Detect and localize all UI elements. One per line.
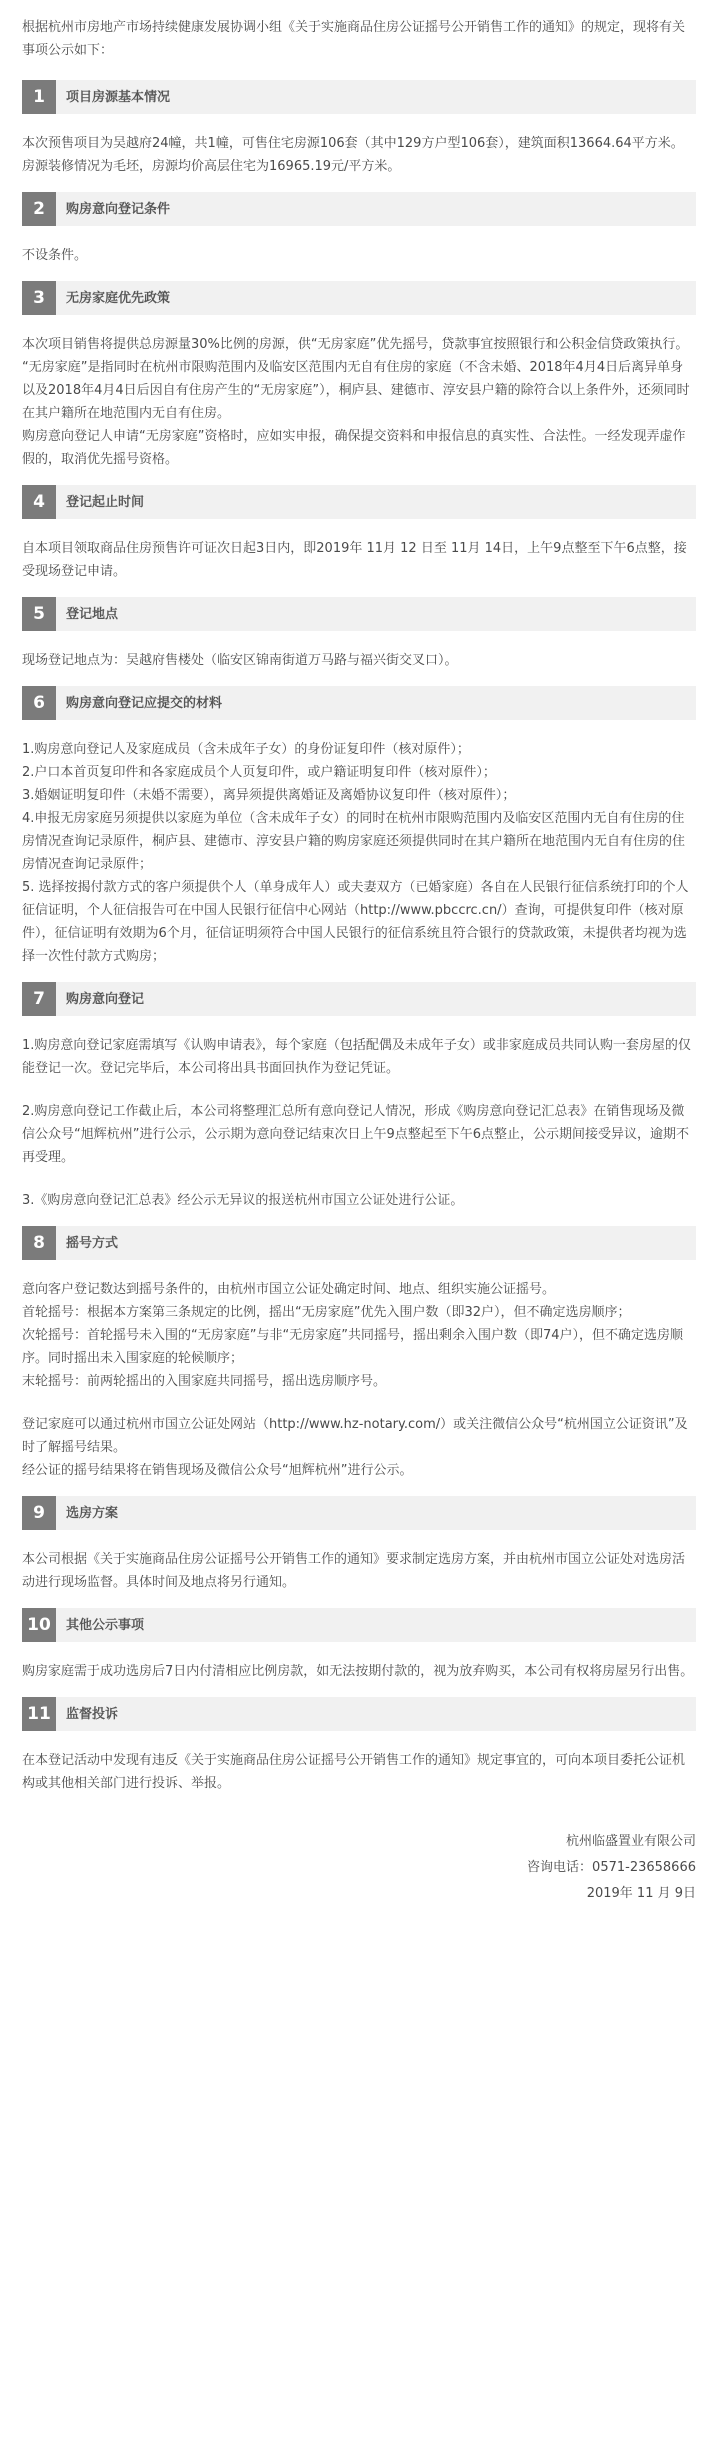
section-number-badge: 4	[22, 485, 56, 519]
section-paragraph: 5. 选择按揭付款方式的客户须提供个人（单身成年人）或夫妻双方（已婚家庭）各自在人民银行征信系统打印的个人征信证明，个人征信报告可在中国人民银行征信中心网站（http://www.pbccrc.cn/）查询，可提供复印件（核对原件），征信证明有效期为6个月，征信证明须符合中国人民银行的征信系统且符合银行的贷款政策，未提供者均视为选择一次性付款方式购房；	[22, 880, 689, 964]
paragraph-gap	[22, 1393, 696, 1413]
section-body	[22, 1749, 696, 1795]
section-header	[22, 982, 696, 1016]
section-header	[22, 597, 696, 631]
section-header	[22, 1697, 696, 1731]
section-8	[22, 1226, 696, 1482]
section-number-badge: 10	[22, 1608, 56, 1642]
section-paragraph: 本次预售项目为吴越府24幢，共1幢，可售住宅房源106套（其中129方户型106套），建筑面积13664.64平方米。房源装修情况为毛坯，房源均价高层住宅为16965.19元/平方米。	[22, 136, 684, 174]
section-paragraph: “无房家庭”是指同时在杭州市限购范围内及临安区范围内无自有住房的家庭（不含未婚、2018年4月4日后离异单身以及2018年4月4日后因自有住房产生的“无房家庭”），桐庐县、建德市、淳安县户籍的除符合以上条件外，还须同时在其户籍所在地范围内无自有住房。	[22, 360, 690, 421]
section-body	[22, 738, 696, 968]
section-paragraph: 意向客户登记数达到摇号条件的，由杭州市国立公证处确定时间、地点、组织实施公证摇号。	[22, 1282, 556, 1297]
section-body	[22, 1548, 696, 1594]
section-title: 其他公示事项	[66, 1617, 145, 1633]
section-number-badge: 2	[22, 192, 56, 226]
section-body	[22, 333, 696, 471]
section-11	[22, 1697, 696, 1795]
section-title: 登记地点	[66, 606, 119, 622]
section-title: 摇号方式	[66, 1235, 119, 1251]
section-number-badge: 5	[22, 597, 56, 631]
section-paragraph: 购房家庭需于成功选房后7日内付清相应比例房款，如无法按期付款的，视为放弃购买，本公司有权将房屋另行出售。	[22, 1664, 694, 1679]
section-number-badge: 9	[22, 1496, 56, 1530]
section-paragraph: 3.婚姻证明复印件（未婚不需要），离异须提供离婚证及离婚协议复印件（核对原件）；	[22, 788, 516, 803]
section-body	[22, 244, 696, 267]
section-1	[22, 80, 696, 178]
section-body	[22, 649, 696, 672]
intro-text: 根据杭州市房地产市场持续健康发展协调小组《关于实施商品住房公证摇号公开销售工作的通知》的规定，现将有关事项公示如下：	[22, 20, 686, 58]
section-header	[22, 1608, 696, 1642]
section-header	[22, 1226, 696, 1260]
section-title: 选房方案	[66, 1505, 119, 1521]
section-header	[22, 1496, 696, 1530]
paragraph-gap	[22, 1169, 696, 1189]
section-paragraph: 现场登记地点为：吴越府售楼处（临安区锦南街道万马路与福兴街交叉口）。	[22, 653, 458, 668]
section-6	[22, 686, 696, 968]
contact-phone: 咨询电话：0571-23658666	[527, 1860, 696, 1875]
section-paragraph: 登记家庭可以通过杭州市国立公证处网站（http://www.hz-notary.com/）或关注微信公众号“杭州国立公证资讯”及时了解摇号结果。	[22, 1417, 688, 1455]
section-9	[22, 1496, 696, 1594]
sections-container	[22, 80, 696, 1795]
section-title: 购房意向登记条件	[66, 201, 171, 217]
section-body	[22, 1660, 696, 1683]
section-3	[22, 281, 696, 471]
section-title: 无房家庭优先政策	[66, 290, 171, 306]
section-4	[22, 485, 696, 583]
section-paragraph: 不设条件。	[22, 248, 88, 263]
section-paragraph: 次轮摇号：首轮摇号未入围的“无房家庭”与非“无房家庭”共同摇号，摇出剩余入围户数（即74户），但不确定选房顺序。同时摇出未入围家庭的轮候顺序；	[22, 1328, 683, 1366]
section-number-badge: 11	[22, 1697, 56, 1731]
section-header	[22, 192, 696, 226]
company-name: 杭州临盛置业有限公司	[565, 1834, 696, 1849]
section-number-badge: 7	[22, 982, 56, 1016]
section-paragraph: 1.购房意向登记人及家庭成员（含未成年子女）的身份证复印件（核对原件）；	[22, 742, 470, 757]
section-paragraph: 购房意向登记人申请“无房家庭”资格时，应如实申报，确保提交资料和申报信息的真实性、合法性。一经发现弄虚作假的，取消优先摇号资格。	[22, 429, 686, 467]
section-paragraph: 2.购房意向登记工作截止后，本公司将整理汇总所有意向登记人情况，形成《购房意向登记汇总表》在销售现场及微信公众号“旭辉杭州”进行公示，公示期为意向登记结束次日上午9点整起至下午6点整止，公示期间接受异议，逾期不再受理。	[22, 1104, 690, 1165]
section-body	[22, 1278, 696, 1482]
section-paragraph: 本次项目销售将提供总房源量30%比例的房源，供“无房家庭”优先摇号，贷款事宜按照银行和公积金信贷政策执行。	[22, 337, 689, 352]
section-5	[22, 597, 696, 672]
section-title: 监督投诉	[66, 1706, 119, 1722]
section-paragraph: 1.购房意向登记家庭需填写《认购申请表》，每个家庭（包括配偶及未成年子女）或非家庭成员共同认购一套房屋的仅能登记一次。登记完毕后，本公司将出具书面回执作为登记凭证。	[22, 1038, 691, 1076]
section-paragraph: 经公证的摇号结果将在销售现场及微信公众号“旭辉杭州”进行公示。	[22, 1463, 413, 1478]
section-title: 购房意向登记	[66, 991, 145, 1007]
section-paragraph: 末轮摇号：前两轮摇出的入围家庭共同摇号，摇出选房顺序号。	[22, 1374, 387, 1389]
section-title: 购房意向登记应提交的材料	[66, 695, 223, 711]
section-paragraph: 4.申报无房家庭另须提供以家庭为单位（含未成年子女）的同时在杭州市限购范围内及临安区范围内无自有住房的住房情况查询记录原件，桐庐县、建德市、淳安县户籍的购房家庭还须提供同时在其户籍所在地范围内无自有住房的住房情况查询记录原件；	[22, 811, 686, 872]
section-number-badge: 1	[22, 80, 56, 114]
section-2	[22, 192, 696, 267]
signature-block	[22, 1829, 696, 1907]
section-body	[22, 1034, 696, 1212]
section-body	[22, 132, 696, 178]
section-number-badge: 8	[22, 1226, 56, 1260]
section-paragraph: 自本项目领取商品住房预售许可证次日起3日内，即2019年 11月 12 日至 11月 14日，上午9点整至下午6点整，接受现场登记申请。	[22, 541, 687, 579]
section-body	[22, 537, 696, 583]
section-10	[22, 1608, 696, 1683]
section-number-badge: 6	[22, 686, 56, 720]
section-title: 项目房源基本情况	[66, 89, 171, 105]
section-paragraph: 在本登记活动中发现有违反《关于实施商品住房公证摇号公开销售工作的通知》规定事宜的，可向本项目委托公证机构或其他相关部门进行投诉、举报。	[22, 1753, 686, 1791]
section-paragraph: 3.《购房意向登记汇总表》经公示无异议的报送杭州市国立公证处进行公证。	[22, 1193, 464, 1208]
section-header	[22, 281, 696, 315]
notice-date: 2019年 11 月 9日	[586, 1886, 696, 1901]
section-paragraph: 2.户口本首页复印件和各家庭成员个人页复印件，或户籍证明复印件（核对原件）；	[22, 765, 496, 780]
section-paragraph: 本公司根据《关于实施商品住房公证摇号公开销售工作的通知》要求制定选房方案，并由杭州市国立公证处对选房活动进行现场监督。具体时间及地点将另行通知。	[22, 1552, 686, 1590]
section-number-badge: 3	[22, 281, 56, 315]
section-paragraph: 首轮摇号：根据本方案第三条规定的比例，摇出“无房家庭”优先入围户数（即32户），但不确定选房顺序；	[22, 1305, 631, 1320]
section-title: 登记起止时间	[66, 494, 145, 510]
section-header	[22, 686, 696, 720]
section-header	[22, 80, 696, 114]
section-header	[22, 485, 696, 519]
section-7	[22, 982, 696, 1212]
paragraph-gap	[22, 1080, 696, 1100]
